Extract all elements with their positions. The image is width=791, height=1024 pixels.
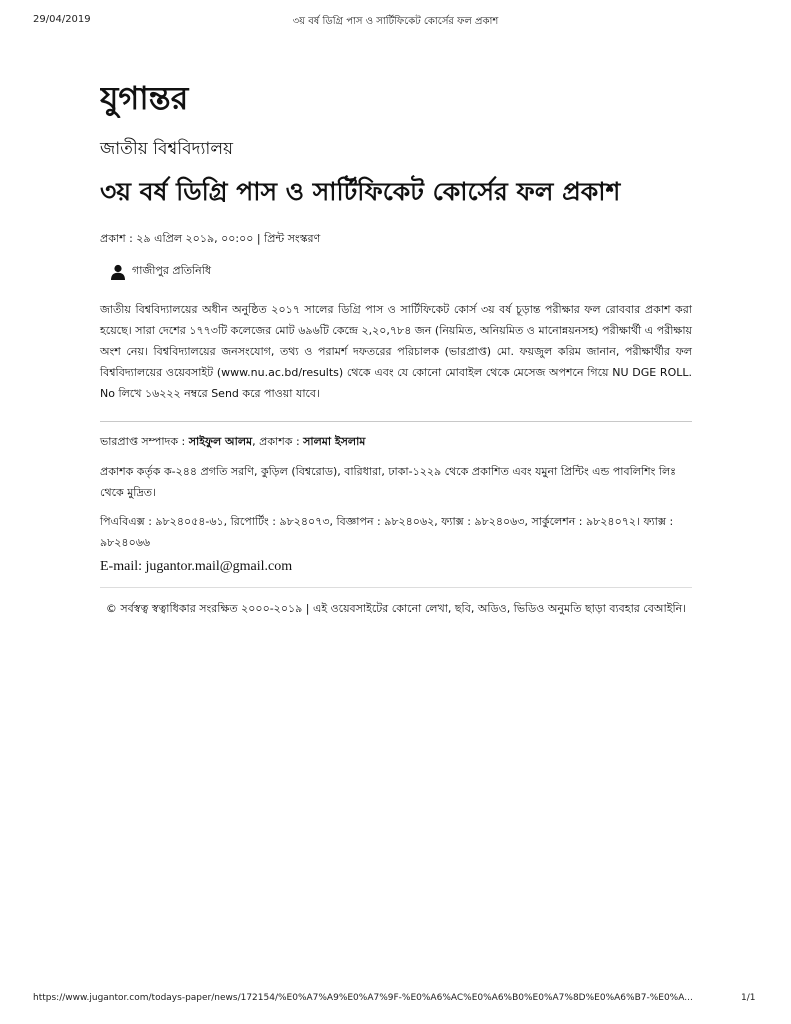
publisher-name: সালমা ইসলাম (303, 435, 366, 448)
publisher-address: প্রকাশক কর্তৃক ক-২৪৪ প্রগতি সরণি, কুড়িল (বিশ্বরোড), বারিধারা, ঢাকা-১২২৯ থেকে প্রকাশিত এবং যমুনা প্রিন্টিং এন্ড পাবলিশিং লিঃ থেকে মুদ্রিত। (100, 465, 677, 499)
logo-graphic (100, 78, 280, 118)
divider (100, 587, 692, 588)
print-page-number: 1/1 (741, 993, 756, 1003)
contact-email[interactable]: E-mail: jugantor.mail@gmail.com (100, 559, 293, 574)
jugantor-logo[interactable] (100, 78, 280, 122)
user-icon (110, 264, 126, 280)
article-body: জাতীয় বিশ্ববিদ্যালয়ের অধীন অনুষ্ঠিত ২০১৭ সালের ডিগ্রি পাস ও সার্টিফিকেট কোর্স ৩য় বর্ষ চূড়ান্ত পরীক্ষার ফল রোববার প্রকাশ করা হয়েছে। সারা দেশের ১৭৭৩টি কলেজের মোট ৬৯৬টি কেন্দ্রে ২,২০,৭৮৪ জন (নিয়মিত, অনিয়মিত ও মানোন্নয়নসহ) পরীক্ষার্থী এ পরীক্ষায় অংশ নেয়। বিশ্ববিদ্যালয়ের জনসংযোগ, তথ্য ও পরামর্শ দফতরের পরিচালক (ভারপ্রাপ্ত) মো. ফয়জুল করিম জানান, পরীক্ষার্থীর ফল বিশ্ববিদ্যালয়ের ওয়েবসাইট (www.nu.ac.bd/results) থেকে এবং যে কোনো মোবাইল থেকে মেসেজ অপশনে গিয়ে NU DGE ROLL. No লিখে ১৬২২২ নম্বরে Send করে পাওয়া যাবে। (100, 303, 692, 400)
author-name: গাজীপুর প্রতিনিধি (132, 264, 212, 277)
copyright-notice: © সর্বস্বত্ব স্বত্বাধিকার সংরক্ষিত ২০০০-২০১৯ | এই ওয়েবসাইটের কোনো লেখা, ছবি, অডিও, ভিডিও অনুমতি ছাড়া ব্যবহার বেআইনি। (105, 602, 687, 615)
article-headline: ৩য় বর্ষ ডিগ্রি পাস ও সার্টিফিকেট কোর্সের ফল প্রকাশ (100, 177, 621, 206)
print-date: 29/04/2019 (33, 14, 91, 25)
divider (100, 421, 692, 422)
publisher-label: , প্রকাশক : (252, 435, 300, 448)
logo-text: যুগান্তর (100, 79, 189, 117)
print-page-title: ৩য় বর্ষ ডিগ্রি পাস ও সার্টিফিকেট কোর্সের ফল প্রকাশ (292, 16, 499, 27)
editor-name: সাইফুল আলম (188, 435, 253, 448)
editor-label: ভারপ্রাপ্ত সম্পাদক : (100, 435, 186, 448)
article-meta: প্রকাশ : ২৯ এপ্রিল ২০১৯, ০০:০০ | প্রিন্ট সংস্করণ (100, 232, 321, 245)
print-url: https://www.jugantor.com/todays-paper/news/172154/%E0%A7%A9%E0%A7%9F-%E0%A6%AC%E0%A6%B0%E0%A7%8D%E0%A6%B7-%E0%A... (33, 993, 693, 1003)
contact-numbers: পিএবিএক্স : ৯৮২৪০৫৪-৬১, রিপোর্টিং : ৯৮২৪০৭৩, বিজ্ঞাপন : ৯৮২৪০৬২, ফ্যাক্স : ৯৮২৪০৬৩, সার্কুলেশন : ৯৮২৪০৭২। ফ্যাক্স : ৯৮২৪০৬৬ (100, 515, 674, 549)
article-category[interactable]: জাতীয় বিশ্ববিদ্যালয় (100, 139, 234, 159)
article-author (110, 262, 211, 281)
editor-line (100, 433, 365, 452)
